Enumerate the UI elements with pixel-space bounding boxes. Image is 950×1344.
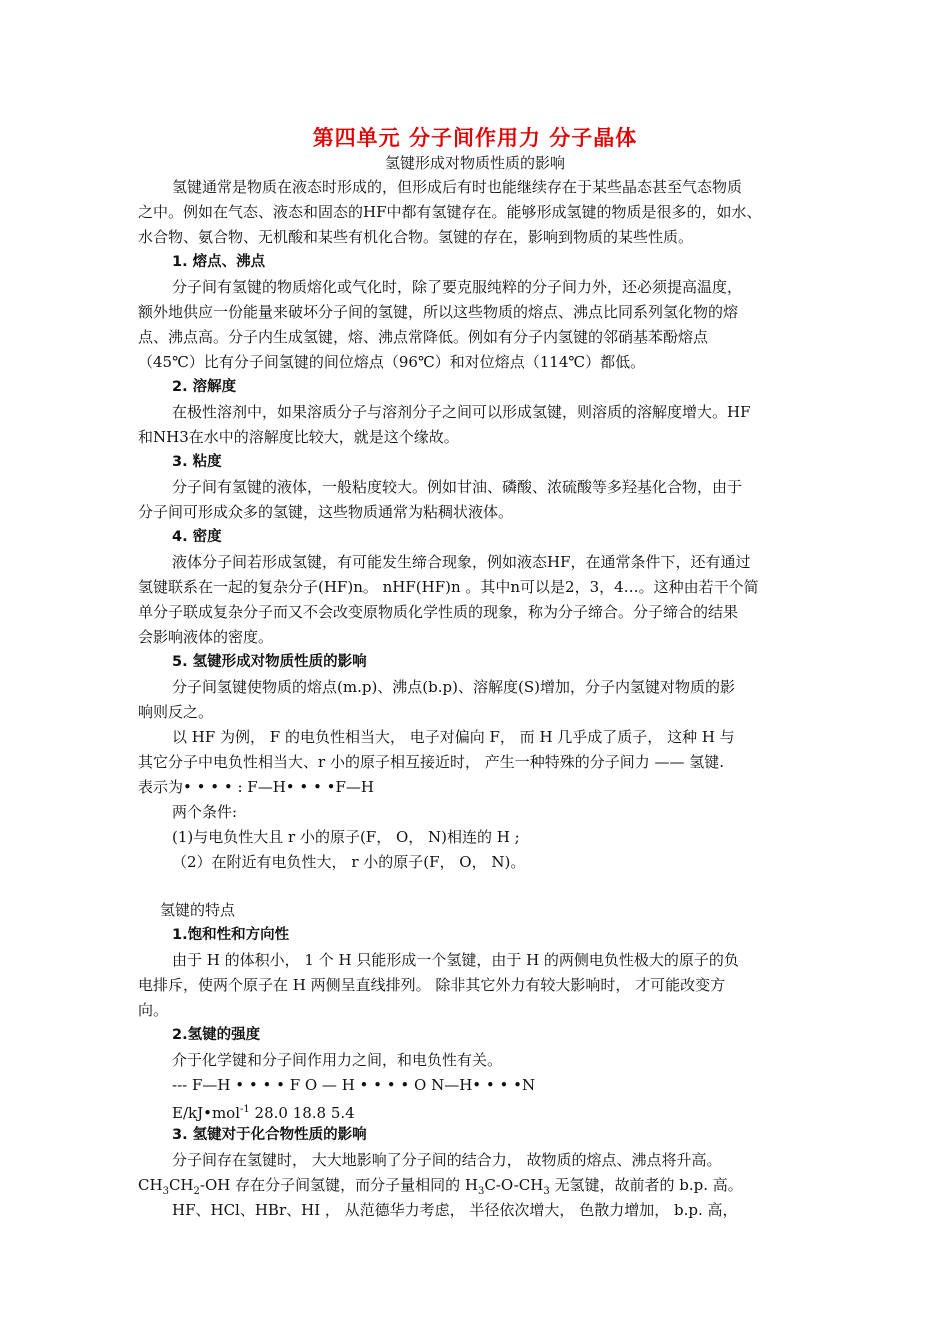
- paragraph-line: 其它分子中电负性相当大、r 小的原子相互接近时， 产生一种特殊的分子间力 —— 氢键.: [138, 753, 725, 771]
- page-title: 第四单元 分子间作用力 分子晶体: [312, 126, 638, 150]
- formula-line: --- F—H • • • • F O — H • • • • O N—H• • • •N: [172, 1076, 536, 1094]
- paragraph-line: 点、沸点高。分子内生成氢键，熔、沸点常降低。例如有分子内氢键的邻硝基苯酚熔点: [138, 328, 709, 346]
- energy-unit: E/kJ•mol: [172, 1104, 241, 1122]
- paragraph-line: 会影响液体的密度。: [138, 628, 274, 646]
- paragraph-line: 由于 H 的体积小， 1 个 H 只能形成一个氢键，由于 H 的两侧电负性极大的原子的负: [172, 951, 739, 969]
- formula-subscript: 3: [477, 1186, 485, 1197]
- section-heading: 1.饱和性和方向性: [172, 927, 290, 943]
- paragraph-line: 之中。例如在气态、液态和固态的HF中都有氢键存在。能够形成氢键的物质是很多的，如水、: [138, 203, 762, 221]
- paragraph-line: 分子间有氢键的物质熔化或气化时，除了要克服纯粹的分子间力外，还必须提高温度，: [172, 278, 743, 296]
- paragraph-line: 液体分子间若形成氢键，有可能发生缔合现象，例如液态HF，在通常条件下，还有通过: [172, 553, 751, 571]
- section-heading: 3. 粘度: [172, 454, 222, 470]
- formula-subscript: 3: [162, 1186, 169, 1197]
- formula-text: -OH 存在分子间氢键，而分子量相同的 H: [199, 1176, 478, 1194]
- paragraph-line: 向。: [138, 1001, 169, 1019]
- energy-unit-exponent: -1: [240, 1104, 250, 1115]
- section-heading: 2. 溶解度: [172, 379, 237, 395]
- formula-text: CH: [138, 1176, 163, 1194]
- energy-line: [172, 1100, 355, 1123]
- formula-text: CH: [168, 1176, 194, 1194]
- formula-text: C-O-CH: [484, 1176, 544, 1194]
- section-heading: 3. 氢键对于化合物性质的影响: [172, 1127, 367, 1143]
- section-heading: 2.氢键的强度: [172, 1027, 261, 1043]
- formula-subscript: 3: [543, 1186, 550, 1197]
- section-heading: 1. 熔点、沸点: [172, 254, 266, 270]
- page-subtitle: 氢键形成对物质性质的影响: [384, 154, 565, 172]
- paragraph-line: 额外地供应一份能量来破坏分子间的氢键，所以这些物质的熔点、沸点比同系列氢化物的熔: [138, 303, 739, 321]
- paragraph-line: HF、HCl、HBr、HI ， 从范德华力考虑， 半径依次增大， 色散力增加， b.p. 高，: [172, 1201, 738, 1219]
- paragraph-line: （2）在附近有电负性大， r 小的原子(F， O， N)。: [172, 853, 526, 871]
- section-heading: 5. 氢键形成对物质性质的影响: [172, 654, 367, 670]
- paragraph-line: 以 HF 为例， F 的电负性相当大， 电子对偏向 F， 而 H 几乎成了质子， 这种 H 与: [172, 728, 735, 746]
- paragraph-line: (1)与电负性大且 r 小的原子(F， O， N)相连的 H ;: [172, 828, 520, 846]
- features-heading: 氢键的特点: [160, 901, 236, 919]
- energy-values: 28.0 18.8 5.4: [249, 1104, 355, 1122]
- paragraph-line: 分子间存在氢键时， 大大地影响了分子间的结合力， 故物质的熔点、沸点将升高。: [172, 1151, 722, 1169]
- paragraph-line: 分子间可形成众多的氢键，这些物质通常为粘稠状液体。: [138, 503, 514, 521]
- paragraph-line: 电排斥，使两个原子在 H 两侧呈直线排列。 除非其它外力有较大影响时， 才可能改变方: [138, 976, 726, 994]
- section-heading: 4. 密度: [172, 529, 222, 545]
- paragraph-line: 分子间氢键使物质的熔点(m.p)、沸点(b.p)、溶解度(S)增加，分子内氢键对物质的影: [172, 678, 735, 696]
- paragraph-line: 水合物、氨合物、无机酸和某些有机化合物。氢键的存在，影响到物质的某些性质。: [138, 228, 694, 246]
- formula-text: 无氢键，故前者的 b.p. 高。: [549, 1176, 743, 1194]
- paragraph-line: 两个条件:: [172, 803, 238, 821]
- formula-line: 表示为• • • • : F—H• • • •F—H: [138, 778, 374, 796]
- paragraph-line: 介于化学键和分子间作用力之间，和电负性有关。: [172, 1051, 503, 1069]
- paragraph-line: 在极性溶剂中，如果溶质分子与溶剂分子之间可以形成氢键，则溶质的溶解度增大。HF: [172, 403, 751, 421]
- paragraph-line: （45℃）比有分子间氢键的间位熔点（96℃）和对位熔点（114℃）都低。: [138, 353, 646, 371]
- paragraph-line: 氢键联系在一起的复杂分子(HF)n。 nHF(HF)n 。其中n可以是2，3，4…。这种由若干个简: [138, 578, 759, 596]
- paragraph-line: 单分子联成复杂分子而又不会改变原物质化学性质的现象，称为分子缔合。分子缔合的结果: [138, 603, 739, 621]
- paragraph-line: 氢键通常是物质在液态时形成的，但形成后有时也能继续存在于某些晶态甚至气态物质: [172, 178, 743, 196]
- paragraph-line: 和NH3在水中的溶解度比较大，就是这个缘故。: [138, 428, 459, 446]
- formula-line: [138, 1175, 743, 1202]
- paragraph-line: 响则反之。: [138, 703, 214, 721]
- paragraph-line: 分子间有氢键的液体，一般粘度较大。例如甘油、磷酸、浓硫酸等多羟基化合物，由于: [172, 478, 743, 496]
- formula-subscript: 2: [193, 1186, 200, 1197]
